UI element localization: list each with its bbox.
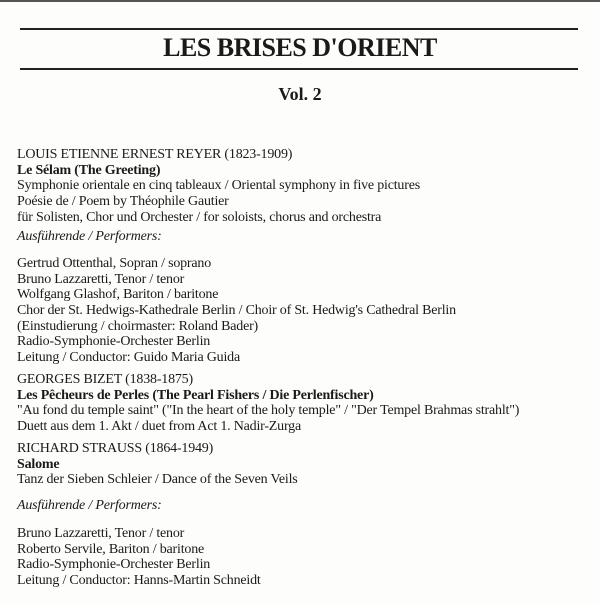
performer: (Einstudierung / choirmaster: Roland Bader) [17, 318, 259, 334]
work-line: "Au fond du temple saint" ("In the heart of the holy temple" / "Der Tempel Brahmas strahlt") [17, 403, 520, 419]
performers-heading: Ausführende / Performers: [17, 229, 162, 244]
composer: GEORGES BIZET (1838-1875) [17, 372, 193, 387]
work-strauss [17, 441, 298, 488]
performer: Radio-Symphonie-Orchester Berlin [17, 334, 211, 350]
work-title: Salome [17, 456, 60, 472]
performer: Gertrud Ottenthal, Sopran / soprano [17, 256, 212, 271]
performer: Leitung / Conductor: Hanns-Martin Schneidt [17, 573, 261, 589]
work-reyer [17, 147, 420, 225]
work-line: für Solisten, Chor und Orchester / for soloists, chorus and orchestra [17, 209, 382, 225]
volume-label: Vol. 2 [278, 84, 322, 104]
page-title: LES BRISES D'ORIENT [163, 33, 437, 62]
performers-heading: Ausführende / Performers: [17, 498, 162, 513]
title-rule-top [20, 28, 578, 30]
composer: LOUIS ETIENNE ERNEST REYER (1823-1909) [17, 147, 293, 162]
work-line: Symphonie orientale en cinq tableaux / Oriental symphony in five pictures [17, 178, 420, 194]
scan-edge [0, 0, 600, 2]
performer: Roberto Servile, Bariton / baritone [17, 541, 205, 557]
composer: RICHARD STRAUSS (1864-1949) [17, 441, 214, 456]
performer: Bruno Lazzaretti, Tenor / tenor [17, 271, 185, 287]
performer: Chor der St. Hedwigs-Kathedrale Berlin / Choir of St. Hedwig's Cathedral Berlin [17, 303, 456, 319]
work-title: Le Sélam (The Greeting) [17, 162, 161, 178]
work-line: Tanz der Sieben Schleier / Dance of the Seven Veils [17, 472, 298, 488]
performer: Wolfgang Glashof, Bariton / baritone [17, 287, 219, 303]
work-line: Duett aus dem 1. Akt / duet from Act 1. Nadir-Zurga [17, 419, 301, 435]
performers-list-2 [17, 526, 261, 589]
title-rule-bottom [20, 68, 578, 70]
work-bizet [17, 372, 519, 435]
performers-list-1 [17, 256, 456, 366]
performer: Bruno Lazzaretti, Tenor / tenor [17, 526, 185, 541]
performer: Radio-Symphonie-Orchester Berlin [17, 557, 211, 573]
work-title: Les Pêcheurs de Perles (The Pearl Fishers / Die Perlenfischer) [17, 387, 374, 403]
performer: Leitung / Conductor: Guido Maria Guida [17, 350, 240, 366]
work-line: Poésie de / Poem by Théophile Gautier [17, 194, 229, 210]
